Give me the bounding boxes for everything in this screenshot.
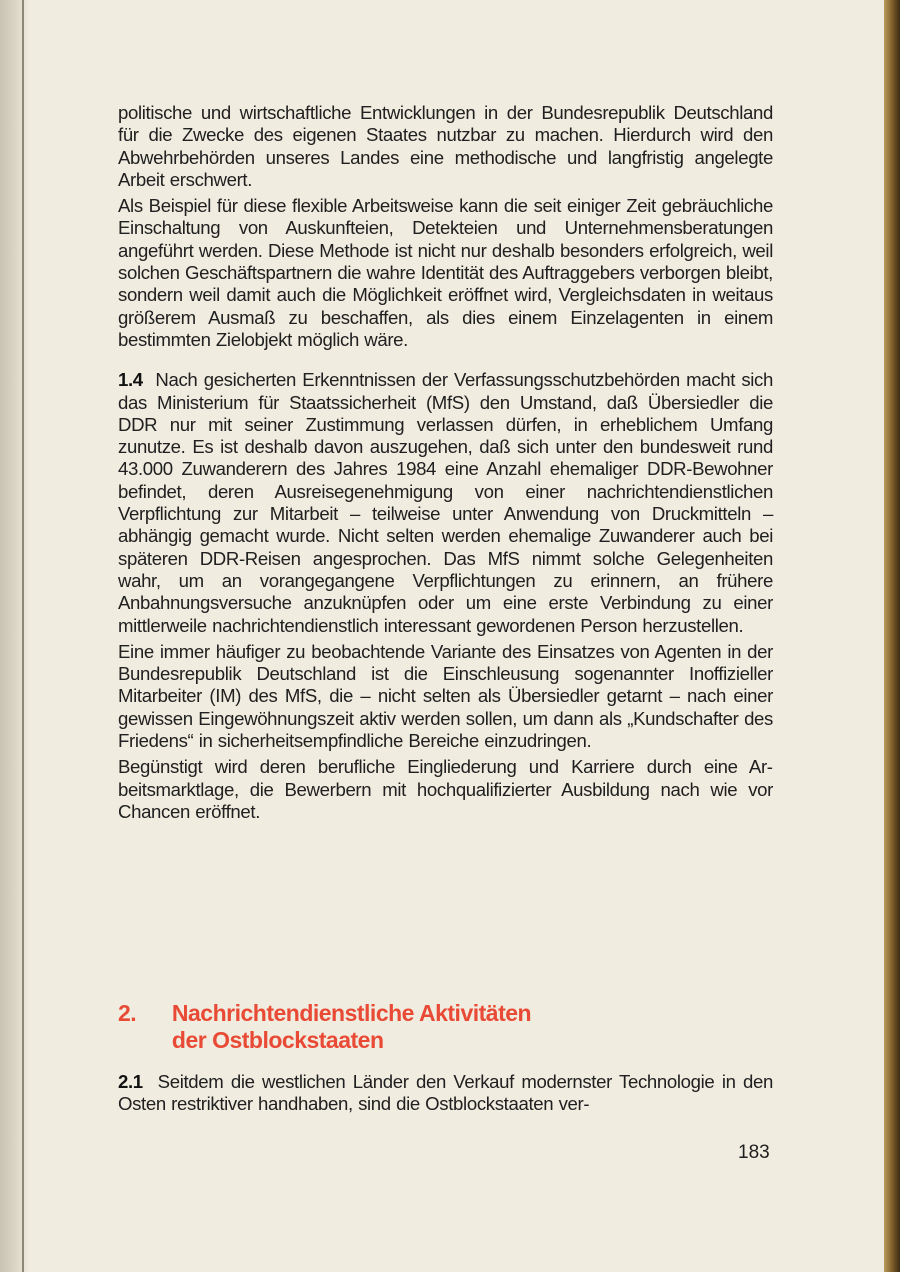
section-1-4-text: Nach gesicherten Erkenntnissen der Verfassungsschutzbehörden macht sich das Ministerium für Staatssicherheit (MfS) den Umstand, daß Übersiedler die DDR nur mit seiner Zustimmung verlassen dürfen, in erheblichem Umfang zunutze. Es ist deshalb davon auszugehen, daß sich unter den bundesweit rund 43.000 Zuwanderern des Jahres 1984 eine Anzahl ehemaliger DDR-Bewohner befindet, deren Ausreisegenehmigung von einer nachrichtendienstlichen Verpflichtung zur Mitarbeit – teilweise unter Anwendung von Druckmitteln – abhängig gemacht wurde. Nicht selten werden ehemalige Zuwanderer auch bei späteren DDR-Reisen angesprochen. Das MfS nimmt solche Gelegenheiten wahr, um an vorangegangene Verpflichtungen zu erinnern, an frühere Anbahnungsversuche anzuknüpfen oder um eine erste Verbindung zu einer mittlerweile nachrichtendienstlich interessant gewordenen Person herzustellen. — [118, 369, 773, 636]
section-2-1-paragraph — [118, 1071, 773, 1116]
section-number-1-4: 1.4 — [118, 369, 143, 391]
paragraph-example: Als Beispiel für diese flexible Arbeitsweise kann die seit einiger Zeit gebräuchliche Einschaltung von Auskunfteien, Detekteien und Unternehmensberatungen angeführt werden. Diese Methode ist nicht nur deshalb besonders erfolgreich, weil solchen Geschäftspartnern die wahre Identität des Auftraggebers verborgen bleibt, sondern weil damit auch die Möglichkeit eröffnet wird, Vergleichsdaten in weitaus größerem Ausmaß zu beschaffen, als dies einem Einzelagenten in einem bestimmten Zielobjekt möglich wäre. — [118, 195, 773, 350]
paragraph-im-agents: Eine immer häufiger zu beobachtende Variante des Einsatzes von Agenten in der Bundesrepublik Deutschland ist die Einschleusung sogenannter Inoffizieller Mitarbeiter (IM) des MfS, die – nicht selten als Übersiedler getarnt – nach einer gewissen Eingewöhnungszeit aktiv werden sollen, um dann als „Kundschafter des Friedens“ in sicherheitsempfindliche Bereiche einzudringen. — [118, 640, 773, 752]
body-text — [118, 102, 773, 827]
chapter-title-line-2: der Ostblockstaaten — [171, 1027, 384, 1053]
page-number: 183 — [738, 1142, 770, 1163]
paragraph-career: Begünstigt wird deren berufliche Eingliederung und Karriere durch eine Arbeitsmarktlage, die Bewerbern mit hochqualifizierter Ausbildung nach wie vor Chancen eröffnet. — [118, 756, 773, 822]
book-binding-gutter — [0, 0, 30, 1272]
chapter-heading — [118, 1000, 773, 1054]
paragraph-intro: politische und wirtschaftliche Entwicklungen in der Bundesrepublik Deutschland für die Zwecke des eigenen Staates nutzbar zu machen. Hierdurch wird den Abwehrbehörden unseres Landes eine methodische und langfristig angelegte Arbeit erschwert. — [118, 102, 773, 190]
chapter-title — [172, 1000, 531, 1054]
chapter-number: 2. — [118, 1000, 137, 1026]
binding-crease-line — [22, 0, 24, 1272]
chapter-title-line-1: Nachrichtendienstliche Aktivitäten — [171, 1000, 532, 1026]
section-2-1-text: Seitdem die westlichen Länder den Verkauf modernster Technologie in den Osten restriktiver handhaben, sind die Ostblockstaaten ver- — [118, 1071, 773, 1115]
page-edge-shadow — [884, 0, 900, 1272]
section-number-2-1: 2.1 — [118, 1071, 143, 1092]
section-1-4-paragraph — [118, 369, 773, 637]
